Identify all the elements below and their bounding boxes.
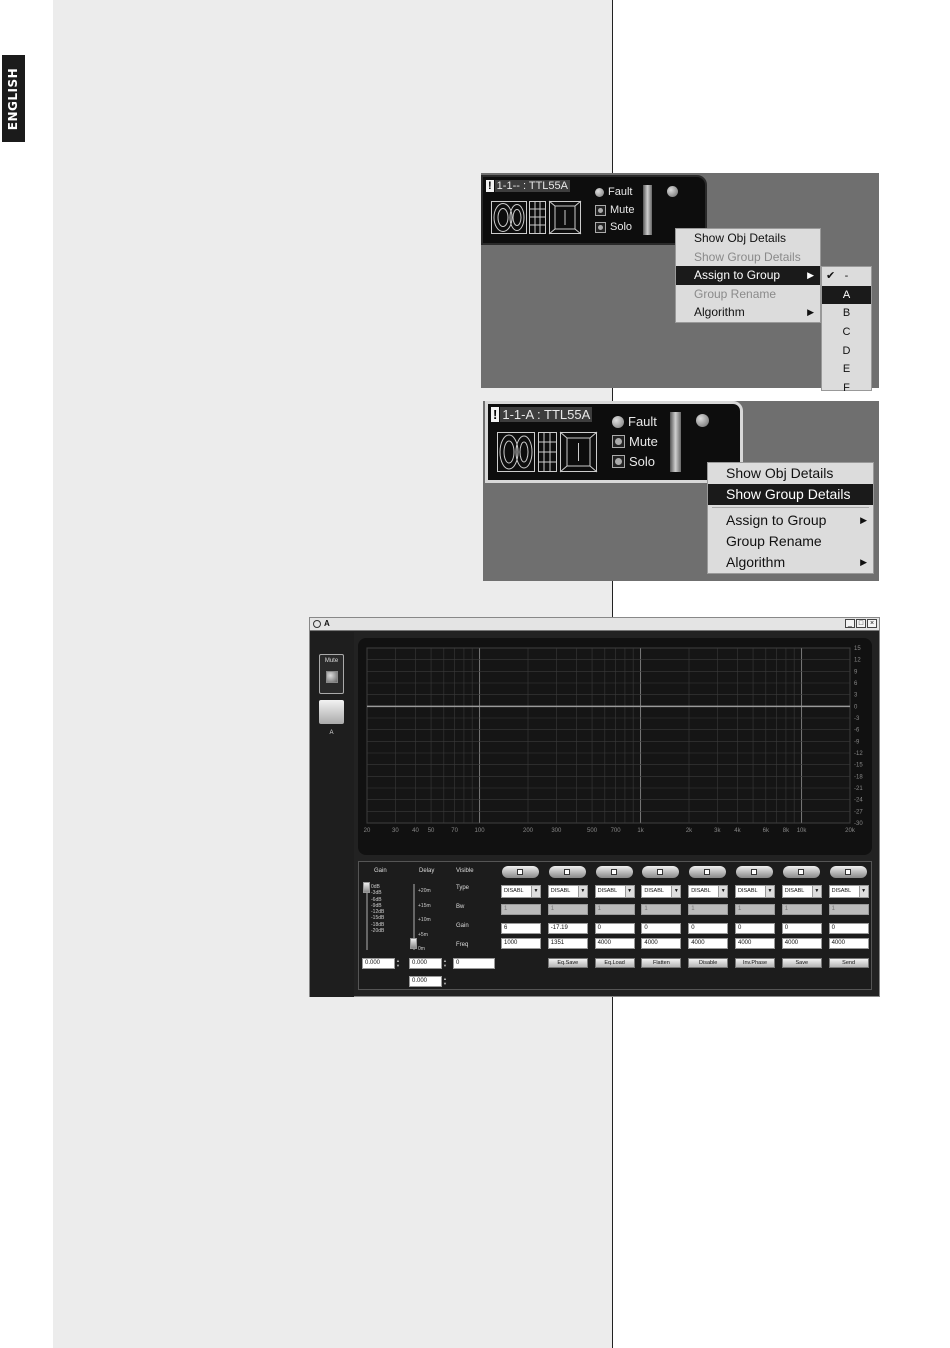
db-tick-label: -15 bbox=[854, 762, 863, 769]
mute-label: Mute bbox=[610, 204, 635, 216]
delay-scale-tick: +5m bbox=[418, 931, 428, 938]
menu-item-assign-to-group[interactable]: Assign to Group ▶ bbox=[708, 510, 873, 531]
band-bw-field[interactable]: 1 bbox=[735, 904, 775, 915]
band-bw-field[interactable]: 1 bbox=[782, 904, 822, 915]
db-tick-label: 6 bbox=[854, 681, 858, 687]
band-bw-field[interactable]: 1 bbox=[595, 904, 635, 915]
freq-tick-label: 300 bbox=[551, 828, 562, 834]
group-submenu bbox=[821, 266, 872, 395]
db-tick-label: -6 bbox=[854, 727, 860, 734]
band-gain-field[interactable]: 0 bbox=[595, 923, 635, 934]
menu-item-assign-to-group[interactable]: Assign to Group ▶ bbox=[676, 266, 820, 285]
fault-indicator bbox=[595, 186, 632, 198]
solo-label: Solo bbox=[610, 221, 633, 233]
level-meter bbox=[643, 185, 652, 235]
delay-scale-tick: +20m bbox=[418, 888, 431, 894]
freq-tick-label: 4k bbox=[734, 828, 741, 834]
group-mute[interactable] bbox=[319, 654, 344, 694]
context-menu bbox=[675, 228, 821, 323]
delay-scale-tick: +10m bbox=[418, 917, 431, 923]
type-row-label: Type bbox=[456, 885, 470, 891]
save-button[interactable]: Save bbox=[782, 958, 822, 968]
band-type-select[interactable]: DISABL ▼ bbox=[548, 885, 588, 898]
band-type-select[interactable]: DISABL ▼ bbox=[735, 885, 775, 898]
freq-tick-label: 500 bbox=[587, 828, 598, 834]
close-button[interactable]: × bbox=[867, 619, 877, 628]
band-checkbox-icon bbox=[751, 869, 757, 875]
menu-separator bbox=[712, 507, 869, 508]
fault-flag-icon: ! bbox=[493, 407, 498, 422]
menu-item-algorithm[interactable]: Algorithm ▶ bbox=[708, 552, 873, 573]
eq-graph-svg bbox=[358, 638, 872, 855]
band-gain-field[interactable]: 0 bbox=[688, 923, 728, 934]
solo-button[interactable] bbox=[595, 221, 632, 233]
band-checkbox-icon bbox=[611, 869, 617, 875]
submenu-arrow-icon: ▶ bbox=[860, 515, 867, 525]
submenu-arrow-icon: ▶ bbox=[807, 307, 814, 318]
send-button[interactable]: Send bbox=[829, 958, 869, 968]
dropdown-arrow-icon: ▼ bbox=[765, 886, 774, 897]
mute-button[interactable] bbox=[595, 204, 634, 216]
band-enable-toggle[interactable] bbox=[596, 866, 633, 878]
band-gain-field[interactable]: 0 bbox=[735, 923, 775, 934]
db-tick-label: -9 bbox=[854, 739, 860, 746]
eq-control-panel bbox=[358, 861, 872, 990]
group-option-none[interactable]: ✔ - bbox=[822, 267, 871, 286]
band-enable-toggle[interactable] bbox=[549, 866, 586, 878]
freq-tick-label: 20k bbox=[845, 828, 855, 834]
gain-value-field[interactable]: 0.000 bbox=[362, 958, 395, 969]
band-freq-field[interactable]: 4000 bbox=[688, 938, 728, 949]
speaker-object[interactable] bbox=[481, 175, 707, 245]
dropdown-arrow-icon: ▼ bbox=[671, 886, 680, 897]
band-freq-field[interactable]: 4000 bbox=[735, 938, 775, 949]
array-icon bbox=[529, 201, 546, 234]
group-option-f[interactable]: F bbox=[843, 382, 850, 395]
dropdown-arrow-icon: ▼ bbox=[812, 886, 821, 897]
gain-scale-tick: -18dB bbox=[371, 921, 385, 928]
freq-tick-label: 3k bbox=[714, 828, 721, 834]
freq-tick-label: 8k bbox=[782, 828, 790, 834]
window-title: A bbox=[324, 619, 330, 628]
fault-label: Fault bbox=[628, 414, 657, 429]
band-checkbox-icon bbox=[798, 869, 804, 875]
band-freq-field[interactable]: 4000 bbox=[641, 938, 681, 949]
gain-scale-tick: 0dB bbox=[371, 884, 380, 890]
dropdown-arrow-icon: ▼ bbox=[625, 886, 634, 897]
band-bw-field[interactable]: 1 bbox=[548, 904, 588, 915]
freq-tick-label: 50 bbox=[427, 828, 435, 834]
delay-scale bbox=[418, 884, 431, 957]
menu-item-group-rename: Group Rename bbox=[694, 286, 777, 301]
menu-item-show-obj-details[interactable]: Show Obj Details bbox=[726, 465, 834, 481]
delay-slider-handle[interactable] bbox=[410, 938, 417, 949]
band-bw-field[interactable]: 1 bbox=[829, 904, 869, 915]
delay-spinner-icon[interactable]: ▲ ▼ bbox=[443, 958, 447, 968]
bw-row-label: Bw bbox=[456, 904, 465, 910]
menu-item-group-rename[interactable]: Group Rename bbox=[726, 533, 822, 549]
band-type-select[interactable]: DISABL ▼ bbox=[829, 885, 869, 898]
screenshot-assign-group bbox=[481, 173, 879, 395]
band-enable-toggle[interactable] bbox=[736, 866, 773, 878]
fault-led-icon bbox=[595, 188, 604, 197]
inv-phase-button[interactable]: Inv.Phase bbox=[735, 958, 775, 968]
language-tab bbox=[2, 55, 25, 142]
freq-tick-label: 700 bbox=[610, 828, 621, 834]
speaker-object[interactable] bbox=[485, 401, 743, 483]
fault-flag-icon: ! bbox=[488, 180, 492, 192]
group-option-c[interactable]: C bbox=[842, 326, 851, 339]
screenshot-show-group-details bbox=[483, 401, 879, 581]
gain-scale-tick: -20dB bbox=[371, 928, 385, 935]
group-option-e[interactable]: E bbox=[842, 363, 851, 376]
object-title bbox=[486, 180, 570, 192]
object-title-text: 1-1-A : TTL55A bbox=[502, 407, 591, 422]
array-icon bbox=[538, 432, 557, 472]
solo-toggle-icon bbox=[612, 455, 625, 468]
delay-scale-tick: +15m bbox=[418, 902, 431, 909]
horn-icon bbox=[560, 432, 597, 472]
submenu-arrow-icon: ▶ bbox=[860, 557, 867, 567]
db-tick-label: 3 bbox=[854, 692, 858, 699]
gain-scale bbox=[371, 884, 384, 934]
gain-spinner-icon[interactable]: ▲ ▼ bbox=[396, 958, 400, 968]
freq-tick-label: 100 bbox=[474, 828, 485, 834]
group-option-d[interactable]: D bbox=[842, 344, 851, 357]
band-gain-row-label: Gain bbox=[456, 923, 469, 929]
dropdown-arrow-icon: ▼ bbox=[531, 886, 540, 897]
check-icon: ✔ bbox=[826, 270, 836, 282]
mute-toggle-icon bbox=[595, 205, 606, 216]
fault-label: Fault bbox=[608, 186, 633, 198]
status-led-icon bbox=[696, 414, 709, 427]
freq-row-label: Freq bbox=[456, 942, 469, 948]
group-button[interactable] bbox=[319, 700, 344, 724]
db-tick-label: -30 bbox=[854, 821, 863, 827]
freq-tick-label: 1k bbox=[637, 828, 644, 834]
band-enable-toggle[interactable] bbox=[830, 866, 867, 878]
gain-slider-handle[interactable] bbox=[363, 882, 370, 893]
band-enable-toggle[interactable] bbox=[502, 866, 539, 878]
db-tick-label: -27 bbox=[854, 809, 863, 816]
db-tick-label: 9 bbox=[854, 669, 858, 676]
dropdown-arrow-icon: ▼ bbox=[578, 886, 587, 897]
band-type-select[interactable]: DISABL ▼ bbox=[688, 885, 728, 898]
gain-scale-tick: -15dB bbox=[371, 915, 385, 922]
band-type-select[interactable]: DISABL ▼ bbox=[782, 885, 822, 898]
mute-toggle-icon bbox=[612, 435, 625, 448]
db-tick-label: 0 bbox=[854, 704, 858, 711]
visible-value-field[interactable]: 0 bbox=[453, 958, 495, 969]
freq-tick-label: 70 bbox=[451, 828, 458, 834]
delay-scale-tick: 0m bbox=[418, 946, 425, 952]
band-freq-field[interactable]: 4000 bbox=[829, 938, 869, 949]
eq-response-graph bbox=[358, 638, 872, 855]
db-tick-label: 12 bbox=[854, 657, 861, 664]
band-freq-field[interactable]: 1351 bbox=[548, 938, 588, 949]
db-tick-label: -21 bbox=[854, 786, 863, 792]
band-bw-field[interactable]: 1 bbox=[688, 904, 728, 915]
speaker-icon bbox=[497, 432, 535, 472]
band-enable-toggle[interactable] bbox=[689, 866, 726, 878]
band-gain-field[interactable]: 0 bbox=[782, 923, 822, 934]
group-option-b[interactable]: B bbox=[842, 307, 851, 320]
band-type-select[interactable]: DISABL ▼ bbox=[641, 885, 681, 898]
solo-button[interactable] bbox=[612, 454, 655, 469]
freq-tick-label: 6k bbox=[762, 828, 769, 834]
gain-scale-tick: -12dB bbox=[371, 909, 385, 916]
band-gain-field[interactable]: 6 bbox=[501, 923, 541, 934]
group-option-a[interactable]: A bbox=[822, 286, 871, 305]
menu-item-show-obj-details[interactable]: Show Obj Details bbox=[694, 231, 787, 245]
gain-scale-tick: -9dB bbox=[371, 902, 382, 909]
freq-tick-label: 20 bbox=[363, 828, 371, 834]
band-checkbox-icon bbox=[704, 869, 710, 875]
band-enable-toggle[interactable] bbox=[642, 866, 679, 878]
delay-meters-spinner-icon[interactable]: ▲ ▼ bbox=[443, 976, 447, 986]
speaker-icon bbox=[491, 201, 527, 234]
band-type-select[interactable]: DISABL ▼ bbox=[501, 885, 541, 898]
context-menu bbox=[707, 462, 874, 574]
group-eq-window bbox=[309, 617, 880, 997]
eq-load-button[interactable]: Eq.Load bbox=[595, 958, 635, 968]
object-title bbox=[491, 407, 592, 422]
menu-item-show-group-details[interactable]: Show Group Details bbox=[708, 484, 873, 505]
solo-toggle-icon bbox=[595, 222, 606, 233]
band-freq-field[interactable]: 4000 bbox=[595, 938, 635, 949]
band-checkbox-icon bbox=[657, 869, 663, 875]
freq-tick-label: 30 bbox=[392, 828, 399, 834]
object-title-text: 1-1-- : TTL55A bbox=[496, 180, 568, 192]
band-gain-field[interactable]: -17.19 bbox=[548, 923, 588, 934]
band-gain-field[interactable]: 0 bbox=[641, 923, 681, 934]
fault-led-icon bbox=[612, 416, 624, 428]
band-bw-field[interactable]: 1 bbox=[501, 904, 541, 915]
window-titlebar[interactable] bbox=[310, 618, 879, 631]
dropdown-arrow-icon: ▼ bbox=[859, 886, 868, 897]
freq-tick-label: 40 bbox=[412, 828, 419, 834]
band-freq-field[interactable]: 1000 bbox=[501, 938, 541, 949]
db-tick-label: 15 bbox=[854, 646, 861, 652]
language-tab-label: ENGLISH bbox=[6, 67, 21, 130]
band-gain-field[interactable]: 0 bbox=[829, 923, 869, 934]
delay-label: Delay bbox=[419, 868, 435, 874]
plot-area bbox=[367, 648, 850, 823]
minimize-button[interactable]: _ bbox=[845, 619, 855, 628]
group-mute-label: Mute bbox=[324, 658, 339, 664]
group-mute-button[interactable] bbox=[326, 671, 338, 683]
gain-scale-tick: -3dB bbox=[371, 890, 382, 897]
mute-button[interactable] bbox=[612, 434, 658, 449]
freq-tick-label: 200 bbox=[522, 828, 534, 834]
flatten-button[interactable]: Flatten bbox=[641, 958, 681, 968]
band-bw-field[interactable]: 1 bbox=[641, 904, 681, 915]
delay-meters-field[interactable]: 0.000 bbox=[409, 976, 442, 987]
freq-tick-label: 2k bbox=[685, 828, 693, 834]
solo-label: Solo bbox=[629, 454, 656, 469]
group-strip bbox=[310, 632, 354, 997]
submenu-arrow-icon: ▶ bbox=[807, 270, 814, 281]
band-enable-toggle[interactable] bbox=[783, 866, 820, 878]
window-icon bbox=[313, 620, 321, 628]
level-meter bbox=[670, 412, 681, 472]
status-led-icon bbox=[667, 186, 678, 197]
eq-save-button[interactable]: Eq.Save bbox=[548, 958, 588, 968]
db-tick-label: -12 bbox=[854, 751, 863, 757]
band-freq-field[interactable]: 4000 bbox=[782, 938, 822, 949]
menu-item-show-group-details: Show Group Details bbox=[694, 249, 801, 264]
freq-tick-label: 10k bbox=[796, 828, 807, 834]
maximize-button[interactable]: □ bbox=[856, 619, 866, 628]
db-tick-label: -18 bbox=[854, 774, 863, 781]
group-button-label: A bbox=[329, 730, 334, 736]
visible-label: Visible bbox=[456, 868, 474, 874]
fault-indicator bbox=[612, 414, 657, 429]
db-tick-label: -3 bbox=[854, 716, 860, 722]
delay-value-field[interactable]: 0.000 bbox=[409, 958, 442, 969]
db-tick-label: -24 bbox=[854, 797, 863, 804]
horn-icon bbox=[549, 201, 581, 234]
dropdown-arrow-icon: ▼ bbox=[718, 886, 727, 897]
band-checkbox-icon bbox=[517, 869, 523, 875]
gain-label: Gain bbox=[374, 868, 387, 874]
menu-item-algorithm[interactable]: Algorithm ▶ bbox=[676, 303, 820, 322]
gain-slider-track[interactable] bbox=[366, 884, 368, 950]
disable-button[interactable]: Disable bbox=[688, 958, 728, 968]
gain-scale-tick: -6dB bbox=[371, 896, 382, 903]
band-checkbox-icon bbox=[564, 869, 570, 875]
mute-label: Mute bbox=[629, 434, 658, 449]
band-type-select[interactable]: DISABL ▼ bbox=[595, 885, 635, 898]
band-checkbox-icon bbox=[845, 869, 851, 875]
